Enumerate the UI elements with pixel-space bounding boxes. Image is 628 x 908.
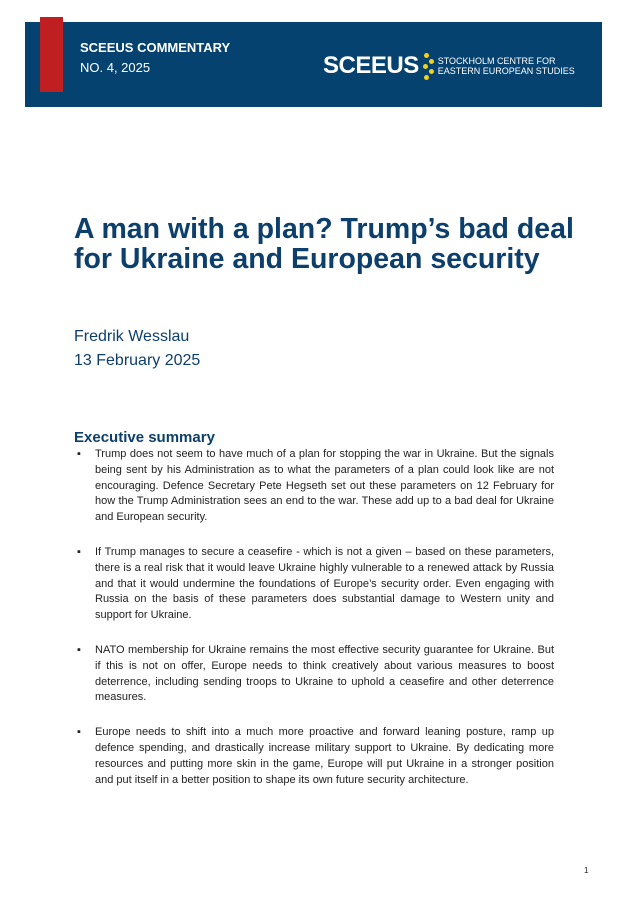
logo-dots-icon — [421, 52, 435, 80]
list-item-text: Trump does not seem to have much of a plan for stopping the war in Ukraine. But the signals being sent by his Administration as to what the parameters of a plan could look like are not encouraging. Defence Secretary Pete Hegseth set out these parameters on 12 February for how the Trump Administration sees an end to the war. These add up to a bad deal for Ukraine and European security. — [95, 448, 554, 524]
logo-line-1: STOCKHOLM CENTRE FOR — [437, 56, 556, 66]
list-item-text: NATO membership for Ukraine remains the most effective security guarantee for Ukraine. But if this is not on offer, Europe needs to think creatively about various measures to boost deterrence, including sending troops to Ukraine to uphold a ceasefire and other deterrence measures. — [95, 643, 554, 704]
logo-line-2: EASTERN EUROPEAN STUDIES — [437, 66, 575, 76]
bullet-icon: ▪ — [77, 545, 81, 558]
list-item — [74, 643, 554, 706]
list-item — [74, 725, 554, 788]
list-item-text: If Trump manages to secure a ceasefire - which is not a given – based on these parameters, there is a real risk that it would leave Ukraine highly vulnerable to a renewed attack by Russia and that it would undermine the foundations of Europe’s security order. Even engaging with Russia on the basis of these parameters does substantial damage to Western unity and support for Ukraine. — [95, 545, 554, 622]
logo-wordmark: SCEEUS — [323, 52, 419, 79]
sceeus-logo — [323, 52, 575, 80]
publication-date: 13 February 2025 — [74, 352, 201, 369]
page-number: 1 — [584, 866, 589, 875]
publication-series: SCEEUS COMMENTARY — [80, 40, 231, 55]
author: Fredrik Wesslau — [74, 328, 190, 345]
document-title: A man with a plan? Trump’s bad deal for Ukraine and European security — [74, 213, 574, 275]
list-item-text: Europe needs to shift into a much more proactive and forward leaning posture, ramp up defence spending, and drastically increase military support to Ukraine. By dedicating more resources and putting more skin in the game, Europe will put Ukraine in a stronger position and put itself in a better position to shape its own future security architecture. — [95, 726, 554, 786]
summary-list — [74, 447, 554, 807]
executive-summary-heading: Executive summary — [74, 429, 215, 446]
list-item — [74, 447, 554, 526]
list-item — [74, 545, 554, 624]
accent-bar — [40, 17, 63, 92]
bullet-icon: ▪ — [77, 726, 81, 739]
issue-number: NO. 4, 2025 — [80, 60, 151, 75]
bullet-icon: ▪ — [77, 448, 81, 460]
bullet-icon: ▪ — [77, 643, 81, 656]
logo-subtitle — [438, 56, 575, 76]
